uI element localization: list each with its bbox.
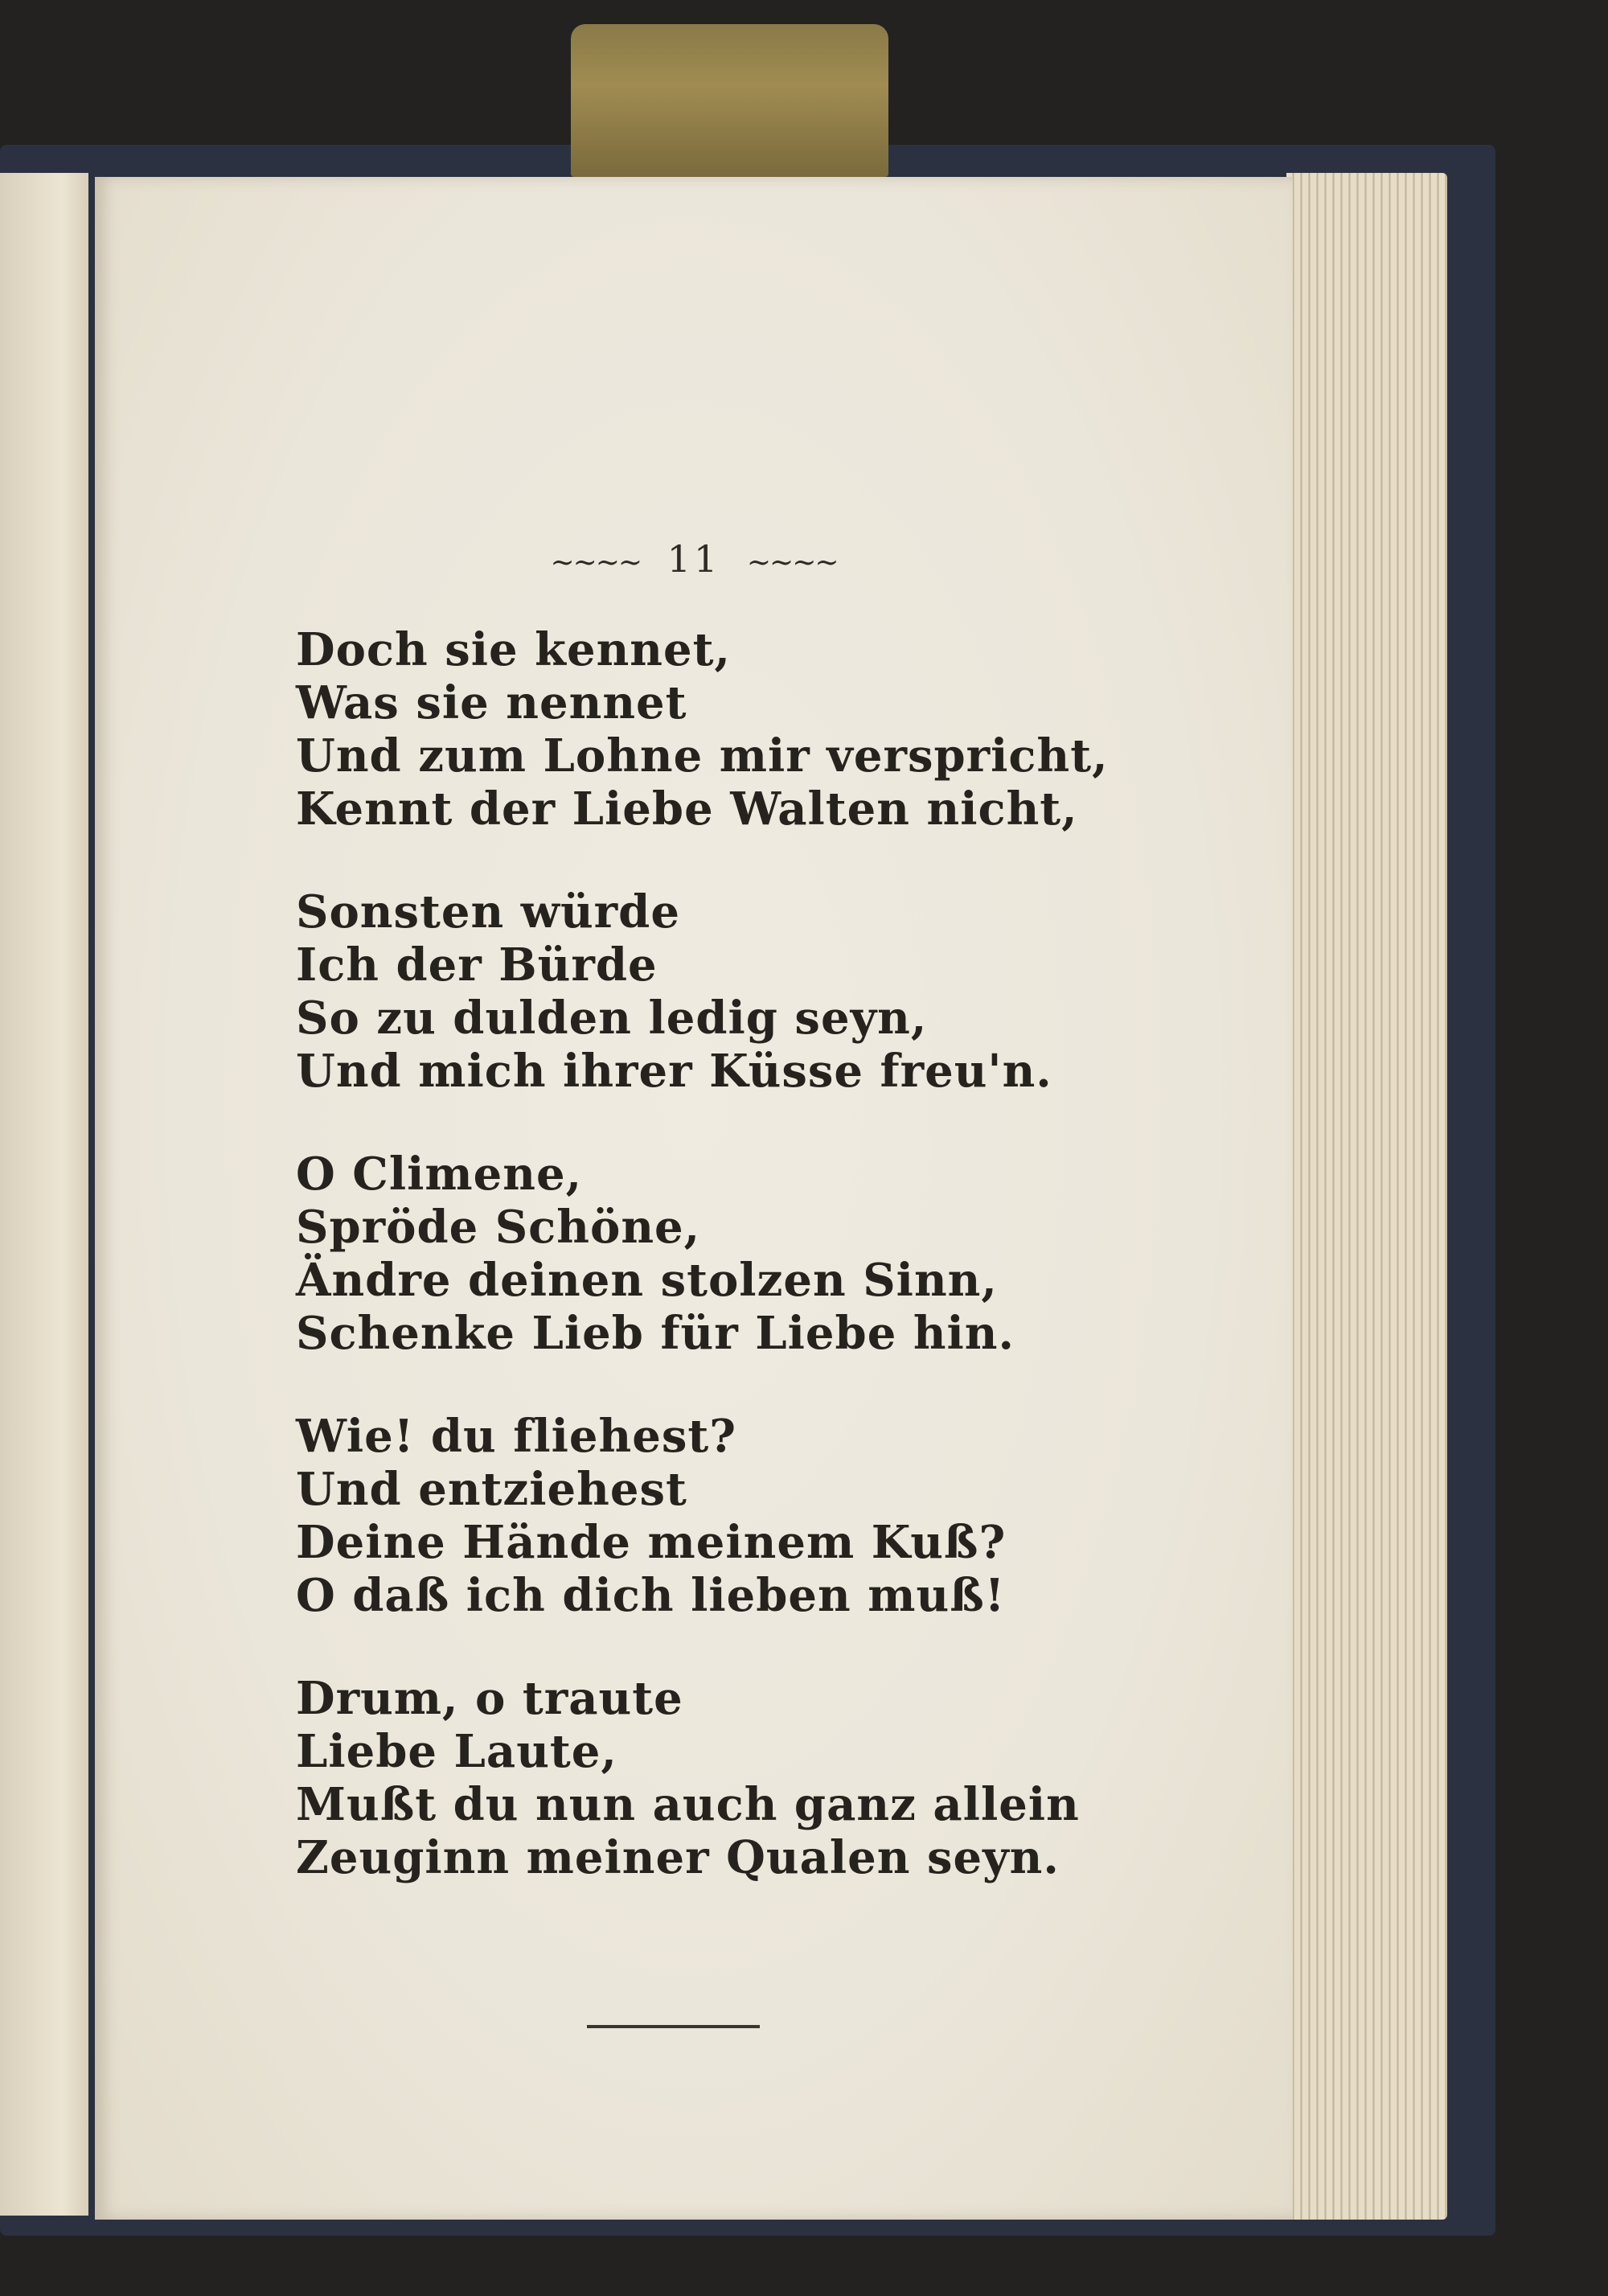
poem-line: Deine Hände meinem Kuß?	[296, 1516, 1007, 1569]
left-page	[0, 173, 88, 2216]
poem-line: Spröde Schöne,	[296, 1201, 701, 1254]
stanza	[296, 623, 1220, 836]
ornament-left: ~~~~	[550, 545, 642, 579]
page-number: 11	[667, 537, 721, 581]
poem-line: Drum, o traute	[296, 1672, 683, 1725]
poem-line: Liebe Laute,	[296, 1725, 617, 1778]
stanza	[296, 885, 1220, 1098]
page-header	[95, 537, 1293, 581]
ornament-right: ~~~~	[746, 545, 838, 579]
poem-line: Sonsten würde	[296, 885, 680, 939]
poem-line: Was sie nennet	[296, 676, 687, 729]
poem-line: Wie! du fliehest?	[296, 1410, 737, 1463]
poem-line: Doch sie kennet,	[296, 623, 731, 676]
poem-line: Ändre deinen stolzen Sinn,	[296, 1254, 998, 1307]
stanza	[296, 1672, 1220, 1884]
poem-line: Mußt du nun auch ganz allein	[296, 1778, 1080, 1831]
bookmark-ribbon	[571, 24, 888, 177]
stanza	[296, 1410, 1220, 1622]
poem-line: Zeuginn meiner Qualen seyn.	[296, 1831, 1060, 1884]
poem	[296, 623, 1220, 1934]
page-edges	[1286, 173, 1447, 2220]
poem-line: O daß ich dich lieben muß!	[296, 1569, 1006, 1622]
poem-line: Und mich ihrer Küsse freu'n.	[296, 1045, 1052, 1098]
book-page	[95, 177, 1293, 2220]
poem-line: Kennt der Liebe Walten nicht,	[296, 782, 1078, 836]
poem-line: So zu dulden ledig seyn,	[296, 992, 928, 1045]
poem-line: Ich der Bürde	[296, 939, 658, 992]
poem-line: Und zum Lohne mir verspricht,	[296, 729, 1109, 782]
closing-rule	[587, 2025, 760, 2028]
poem-line: O Climene,	[296, 1148, 583, 1201]
poem-line: Und entziehest	[296, 1463, 687, 1516]
stanza	[296, 1148, 1220, 1360]
poem-line: Schenke Lieb für Liebe hin.	[296, 1307, 1015, 1360]
